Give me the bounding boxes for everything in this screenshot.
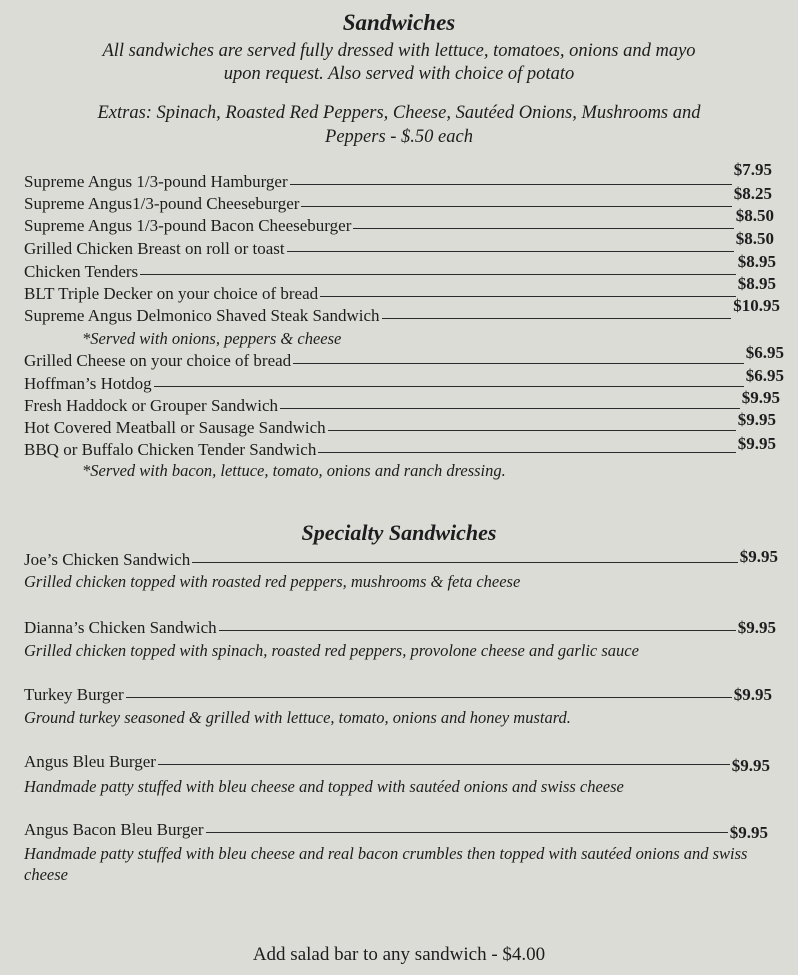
- menu-item-price: $8.25: [733, 184, 772, 203]
- menu-item-name: Supreme Angus 1/3-pound Bacon Cheeseburger: [24, 216, 352, 235]
- leader-line: [140, 274, 736, 275]
- menu-item-name: Hot Covered Meatball or Sausage Sandwich: [24, 418, 326, 437]
- specialty-item-name: Angus Bleu Burger: [24, 752, 156, 771]
- leader-line: [158, 764, 730, 765]
- specialty-item: [24, 752, 770, 774]
- menu-item: [24, 184, 772, 216]
- specialty-item-price: $9.95: [733, 685, 772, 704]
- specialty-item-price: $9.95: [731, 756, 770, 775]
- specialty-item-description: Ground turkey seasoned & grilled with lettuce, tomato, onions and honey mustard.: [24, 708, 571, 727]
- leader-line: [318, 452, 735, 453]
- menu-item: [24, 343, 784, 373]
- menu-item-price: $8.50: [735, 206, 774, 225]
- specialty-item-price: $9.95: [729, 823, 768, 842]
- specialty-item-name: Joe’s Chicken Sandwich: [24, 550, 191, 569]
- menu-item-name: Fresh Haddock or Grouper Sandwich: [24, 396, 278, 415]
- specialty-item-description: Handmade patty stuffed with bleu cheese and real bacon crumbles then topped with sautéed onions and swiss cheese: [24, 844, 748, 884]
- menu-item-name: BLT Triple Decker on your choice of bread: [24, 284, 319, 303]
- menu-item: [24, 160, 772, 194]
- specialty-item-price: $9.95: [739, 547, 778, 566]
- salad-bar-note: Add salad bar to any sandwich - $4.00: [252, 944, 546, 965]
- bbq-note: *Served with bacon, lettuce, tomato, onions and ranch dressing.: [82, 461, 506, 480]
- menu-item-name: Grilled Cheese on your choice of bread: [24, 351, 292, 370]
- menu-item-price: $8.50: [735, 229, 774, 248]
- specialty-item: [24, 618, 776, 640]
- steak-note: *Served with onions, peppers & cheese: [82, 329, 342, 348]
- menu-item-name: Hoffman’s Hotdog: [24, 374, 152, 393]
- sandwiches-title: Sandwiches: [342, 10, 456, 35]
- leader-line: [328, 430, 736, 431]
- leader-line: [280, 408, 740, 409]
- sandwiches-extras-line-2: Peppers - $.50 each: [325, 127, 473, 147]
- menu-item: [24, 206, 774, 238]
- menu-item-price: $10.95: [733, 296, 780, 315]
- specialty-item: [24, 820, 768, 842]
- specialty-item-description: Grilled chicken topped with roasted red peppers, mushrooms & feta cheese: [24, 572, 521, 591]
- specialty-item-description: Handmade patty stuffed with bleu cheese and topped with sautéed onions and swiss cheese: [24, 777, 624, 796]
- specialty-item-name: Angus Bacon Bleu Burger: [24, 820, 204, 839]
- leader-line: [382, 318, 732, 319]
- menu-item-price: $7.95: [733, 160, 772, 179]
- menu-item-price: $6.95: [745, 366, 784, 385]
- menu-item-name: Chicken Tenders: [24, 262, 139, 281]
- menu-item: [24, 410, 776, 440]
- menu-item: [24, 296, 780, 328]
- leader-line: [353, 228, 733, 229]
- specialty-item: [24, 685, 772, 707]
- leader-line: [206, 832, 728, 833]
- menu-item-name: Supreme Angus1/3-pound Cheeseburger: [24, 194, 300, 213]
- menu-item-price: $8.95: [737, 274, 776, 293]
- leader-line: [287, 251, 734, 252]
- menu-item-name: Supreme Angus Delmonico Shaved Steak Sandwich: [24, 306, 380, 325]
- menu-item: [24, 388, 780, 418]
- menu-item: [24, 274, 776, 306]
- menu-item: [24, 366, 784, 396]
- menu-item-price: $8.95: [737, 252, 776, 271]
- menu-item-price: $9.95: [737, 410, 776, 429]
- leader-line: [320, 296, 736, 297]
- sandwiches-intro-line-1: All sandwiches are served fully dressed with lettuce, tomatoes, onions and mayo: [102, 41, 696, 61]
- menu-item: [24, 229, 774, 261]
- specialty-item-name: Turkey Burger: [24, 685, 124, 704]
- menu-item-name: BBQ or Buffalo Chicken Tender Sandwich: [24, 440, 317, 459]
- menu-item: [24, 434, 776, 462]
- specialty-item-name: Dianna’s Chicken Sandwich: [24, 618, 217, 637]
- menu-item: [24, 252, 776, 284]
- specialty-item-price: $9.95: [737, 618, 776, 637]
- menu-item-price: $9.95: [737, 434, 776, 453]
- menu-item-price: $9.95: [741, 388, 780, 407]
- leader-line: [154, 386, 744, 387]
- sandwiches-extras-line-1: Extras: Spinach, Roasted Red Peppers, Cheese, Sautéed Onions, Mushrooms and: [97, 103, 701, 123]
- leader-line: [192, 562, 738, 563]
- leader-line: [301, 206, 731, 207]
- specialty-title: Specialty Sandwiches: [301, 520, 497, 545]
- specialty-item-description: Grilled chicken topped with spinach, roasted red peppers, provolone cheese and garlic sauce: [24, 641, 639, 660]
- specialty-item: [24, 547, 778, 572]
- menu-item-name: Supreme Angus 1/3-pound Hamburger: [24, 172, 288, 191]
- leader-line: [219, 630, 736, 631]
- sandwiches-intro-line-2: upon request. Also served with choice of potato: [223, 64, 575, 84]
- leader-line: [293, 363, 744, 364]
- menu-item-name: Grilled Chicken Breast on roll or toast: [24, 239, 285, 258]
- menu-item-price: $6.95: [745, 343, 784, 362]
- leader-line: [290, 184, 732, 185]
- leader-line: [126, 697, 732, 698]
